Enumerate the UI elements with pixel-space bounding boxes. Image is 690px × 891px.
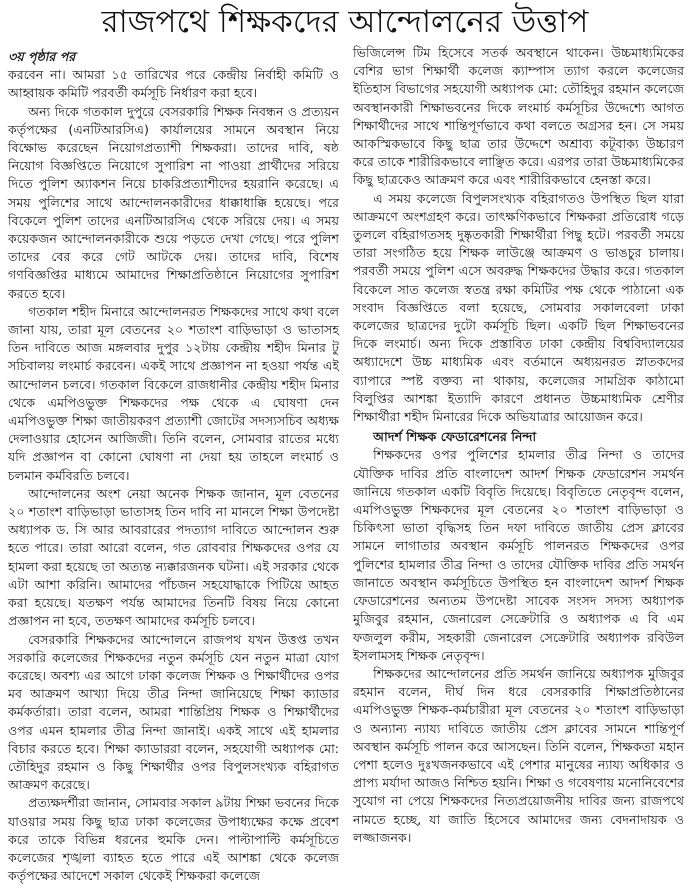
paragraph: করবেন না। আমরা ১৫ তারিখের পরে কেন্দ্রীয় নির্বাহী কমিটি ও আহ্বায়ক কমিটি পরবর্তী কর্মসূচি নির্ধারণ করা হবে।	[8, 67, 339, 101]
headline: রাজপথে শিক্ষকদের আন্দোলনের উত্তাপ	[101, 4, 589, 40]
paragraph: এ সময় কলেজে বিপুলসংখ্যক বহিরাগতও উপস্থিত ছিল যারা আক্রমণে অংশগ্রহণ করে। তাৎক্ষণিকভাবে শিক্ষকরা প্রতিরোধ গড়ে তুললে বহিরাগতসহ দুষ্কৃতকারী শিক্ষার্থীরা পিছু হটে। পরবর্তী সময়ে তারা সংগঠিত হয়ে শিক্ষক লাউঞ্জে আক্রমণ ও ভাঙচুর চালায়। পরবর্তী সময়ে পুলিশ এসে অবরুদ্ধ শিক্ষকদের উদ্ধার করে। গতকাল বিকেলে সাত কলেজ স্বতন্ত্র রক্ষা কমিটির পক্ষ থেকে পাঠানো এক সংবাদ বিজ্ঞপ্তিতে বলা হয়েছে, সোমবার সকালবেলা ঢাকা কলেজের ছাত্রদের দুটো কর্মসূচি ছিল। একটি ছিল শিক্ষাভবনের দিকে লংমার্চ। অন্য দিকে প্রস্তাবিত ঢাকা কেন্দ্রীয় বিশ্ববিদ্যালয়ের অধ্যাদেশে উচ্চ মাধ্যমিক এবং বর্তমানে অধ্যয়নরত স্নাতকদের ব্যাপারে স্পষ্ট বক্তব্য না থাকায়, কলেজের সামগ্রিক কাঠামো বিলুপ্তির আশঙ্কা ইত্যাদি কারণে প্রধানত উচ্চমাধ্যমিক শ্রেণীর শিক্ষার্থীরা শহীদ মিনারের দিকে অভিযাত্রার আয়োজন করে।	[353, 190, 684, 425]
subheading: আদর্শ শিক্ষক ফেডারেশনের নিন্দা	[373, 429, 537, 445]
paragraph: প্রত্যক্ষদর্শীরা জানান, সোমবার সকাল ৯টায় শিক্ষা ভবনের দিকে যাওয়ার সময় কিছু ছাত্র ঢাকা কলেজের উপাধ্যক্ষের কক্ষে প্রবেশ করে তাকে বিভিন্ন ধরনের হুমকি দেন। পাল্টাপাল্টি কর্মসূচিতে কলেজের শৃঙ্খলা ব্যাহত হতে পারে এই আশঙ্কা থেকে কলেজ কর্তৃপক্ষের আদেশে সকাল থেকেই শিক্ষকরা কলেজে	[8, 795, 339, 884]
continued-from-label: ৩য় পৃষ্ঠার পর	[8, 49, 76, 64]
right-column	[353, 44, 684, 885]
paragraph: গতকাল শহীদ মিনারে আন্দোলনরত শিক্ষকদের সাথে কথা বলে জানা যায়, তারা মূল বেতনের ২০ শতাংশ বাড়িভাড়া ও ভাতাসহ তিন দাবিতে আজ মঙ্গলবার দুপুর ১২টায় কেন্দ্রীয় শহীদ মিনার টু সচিবালয় লংমার্চ করবেন। একই সাথে প্রজ্ঞাপন না হওয়া পর্যন্ত এই আন্দোলন চলবে। গতকাল বিকেলে রাজধানীর কেন্দ্রীয় শহীদ মিনার থেকে এমপিওভুক্ত শিক্ষকদের পক্ষ থেকে এ ঘোষণা দেন এমপিওভুক্ত শিক্ষা জাতীয়করণ প্রত্যাশী জোটের সদস্যসচিব অধ্যক্ষ দেলাওয়ার হোসেন আজিজী। তিনি বলেন, সোমবার রাতের মধ্যে যদি প্রজ্ঞাপন বা কোনো ঘোষণা না দেয়া হয় তাহলে লংমার্চ ও চলমান কর্মবিরতি চলবে।	[8, 303, 339, 483]
paragraph: শিক্ষকদের ওপর পুলিশের হামলার তীব্র নিন্দা ও তাদের যৌক্তিক দাবির প্রতি বাংলাদেশ আদর্শ শিক্ষক ফেডারেশন সমর্থন জানিয়ে গতকাল একটি বিবৃতি দিয়েছে। বিবৃতিতে নেতৃবৃন্দ বলেন, এমপিওভুক্ত শিক্ষকদের মূল বেতনের ২০ শতাংশ বাড়িভাড়া ও চিকিৎসা ভাতা বৃদ্ধিসহ তিন দফা দাবিতে জাতীয় প্রেস ক্লাবের সামনে লাগাতার অবস্থান কর্মসূচি পালনরত শিক্ষকদের ওপর পুলিশের হামলার তীব্র নিন্দা ও তাদের যৌক্তিক দাবির প্রতি সমর্থন জানাতে অবস্থান কর্মসূচিতে উপস্থিত হন বাংলাদেশ আদর্শ শিক্ষক ফেডারেশনের অন্যতম উপদেষ্টা সাবেক সংসদ সদস্য অধ্যাপক মুজিবুর রহমান, জেনারেল সেক্রেটারি ও অধ্যাপক এ বি এম ফজলুল করীম, সহকারী জেনারেল সেক্রেটারি অধ্যাপক রবিউল ইসলামসহ শিক্ষক নেতৃবৃন্দ।	[353, 447, 684, 663]
left-column	[8, 44, 339, 885]
paragraph: আন্দোলনের অংশ নেয়া অনেক শিক্ষক জানান, মূল বেতনের ২০ শতাংশ বাড়িভাড়া ভাতাসহ তিন দাবি না মানলে শিক্ষা উপদেষ্টা অধ্যাপক ড. সি আর আবরারের পদত্যাগ দাবিতে আন্দোলন শুরু হতে পারে। তারা আরো বলেন, গত রোববার শিক্ষকদের ওপর যে হামলা করা হয়েছে তা অত্যন্ত ন্যক্কারজনক ঘটনা। এই সরকার থেকে এটা আশা করিনি। আমাদের পাঁচজন সহযোদ্ধাকে পিটিয়ে আহত করা হয়েছে। যতক্ষণ পর্যন্ত আমাদের তিনটি বিষয় নিয়ে কোনো প্রজ্ঞাপন না হবে, ততক্ষণ আমাদের কর্মসূচি চলবে।	[8, 485, 339, 629]
article-body	[0, 44, 690, 885]
paragraph: বেসরকারি শিক্ষকদের আন্দোলনে রাজপথ যখন উত্তপ্ত তখন সরকারি কলেজের শিক্ষকদের নতুন কর্মসূচি যেন নতুন মাত্রা যোগ করেছে। অবশ্য এর আগে ঢাকা কলেজ শিক্ষক ও শিক্ষার্থীদের ওপর মব আক্রমণ আখ্যা দিয়ে তীব্র নিন্দা জানিয়েছে শিক্ষা ক্যাডার কর্মকর্তারা। তারা বলেন, আমরা শান্তিপ্রিয় শিক্ষক ও শিক্ষার্থীদের ওপর এমন হামলার তীব্র নিন্দা জানাই। একই সাথে এই হামলার বিচার করতে হবে। শিক্ষা ক্যাডাররা বলেন, সহযোগী অধ্যাপক মো: তৌহিদুর রহমান ও কিছু শিক্ষার্থীর ওপর বিপুলসংখ্যক বহিরাগত আক্রমণ করেছে।	[8, 631, 339, 793]
paragraph: ভিজিলেন্স টিম হিসেবে সতর্ক অবস্থানে থাকেন। উচ্চমাধ্যমিকের বেশির ভাগ শিক্ষার্থী কলেজ ক্যাম্পাস ত্যাগ করলে কলেজের ইতিহাস বিভাগের সহযোগী অধ্যাপক মো: তৌহিদুর রহমান কলেজে অবস্থানকারী শিক্ষাভবনের দিকে লংমার্চ কর্মসূচির উদ্দেশ্যে আগত শিক্ষার্থীদের সাথে শান্তিপূর্ণভাবে কথা বলতে অগ্রসর হন। সে সময় আকস্মিকভাবে কিছু ছাত্র তার উদ্দেশে অশ্রাব্য কটূবাক্য উচ্চারণ করে তাকে শারীরিকভাবে লাঞ্ছিত করে। এরপর তারা উচ্চমাধ্যমিকের কিছু ছাত্রকেও আক্রমণ করে এবং শারীরিকভাবে হেনস্তা করে।	[353, 45, 684, 188]
paragraph: অন্য দিকে গতকাল দুপুরে বেসরকারি শিক্ষক নিবন্ধন ও প্রত্যয়ন কর্তৃপক্ষের (এনটিআরসিএ) কার্যালয়ের সামনে অবস্থান নিয়ে বিক্ষোভ করেছেন নিয়োগপ্রত্যাশী শিক্ষকরা। তাদের দাবি, ষষ্ঠ নিয়োগ বিজ্ঞপ্তিতে নিয়োগে সুপারিশ না পাওয়া প্রার্থীদের সরিয়ে দিতে পুলিশ অ্যাকশন নিয়ে চাকরিপ্রত্যাশীদের হয়রানি করেছে। এ সময় পুলিশের সাথে আন্দোলনকারীদের ধাক্কাধাক্কি হয়েছে। পরে বিকেলে পুলিশ তাদের এনটিআরসিএ থেকে সরিয়ে দেয়। এ সময় কয়েকজন আন্দোলনকারীকে শুয়ে পড়তে দেখা গেছে। পরে পুলিশ তাদের বের করে গেট আটকে দেয়। তাদের দাবি, বিশেষ গণবিজ্ঞপ্তির মাধ্যমে আমাদের শিক্ষাপ্রতিষ্ঠানে নিয়োগের সুপারিশ করতে হবে।	[8, 103, 339, 301]
paragraph: শিক্ষকদের আন্দোলনের প্রতি সমর্থন জানিয়ে অধ্যাপক মুজিবুর রহমান বলেন, দীর্ঘ দিন ধরে বেসরকারি শিক্ষাপ্রতিষ্ঠানের এমপিওভুক্ত শিক্ষক-কর্মচারীরা মূল বেতনের ২০ শতাংশ বাড়িভাড়া ও অন্যান্য ন্যায্য দাবিতে জাতীয় প্রেস ক্লাবের সামনে শান্তিপূর্ণ অবস্থান কর্মসূচি পালন করে আসছেন। তিনি বলেন, শিক্ষকতা মহান পেশা হলেও দুঃখজনকভাবে এই পেশার মানুষের ন্যায্য অধিকার ও প্রাপ্য মর্যাদা আজও নিশ্চিত হয়নি। শিক্ষা ও গবেষণায় মনোনিবেশের সুযোগ না পেয়ে শিক্ষকদের নিত্যপ্রয়োজনীয় দাবির জন্য রাজপথে নামতে হচ্ছে, যা জাতি হিসেবে আমাদের জন্য বেদনাদায়ক ও লজ্জাজনক।	[353, 665, 684, 845]
